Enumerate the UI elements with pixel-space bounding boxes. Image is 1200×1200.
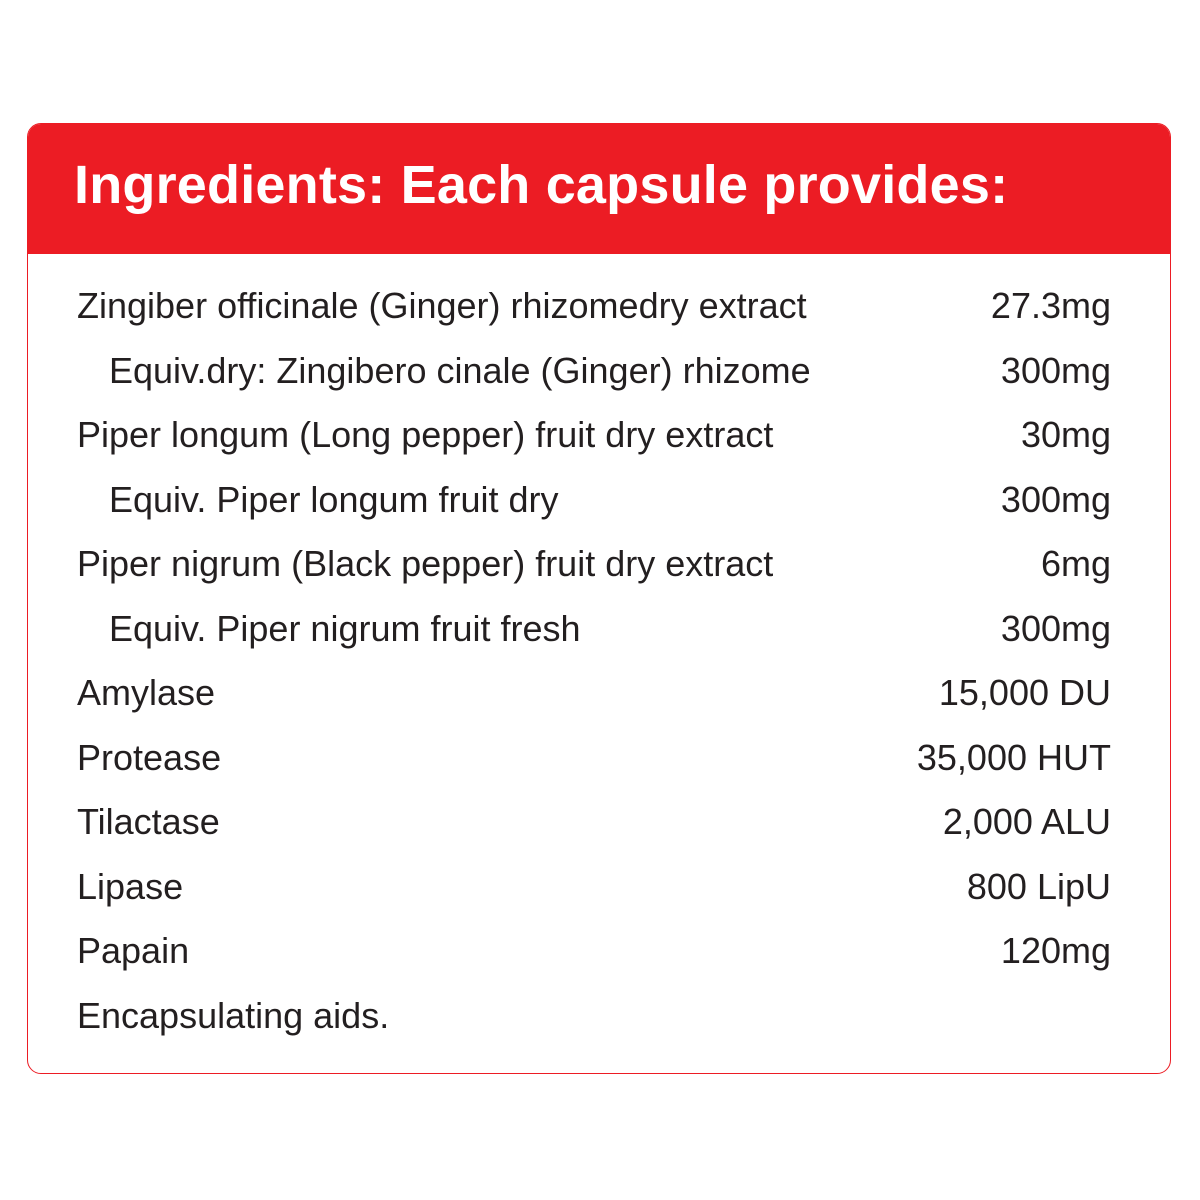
panel-title: Ingredients: Each capsule provides: [74, 155, 1009, 215]
ingredient-name: Amylase [77, 672, 216, 714]
ingredient-amount: 30mg [1020, 414, 1111, 456]
ingredient-row [28, 274, 1170, 339]
ingredient-row [28, 468, 1170, 533]
ingredient-amount: 35,000 HUT [916, 736, 1111, 778]
ingredient-name: Equiv. Piper longum fruit dry [109, 478, 559, 520]
ingredient-name: Lipase [77, 865, 184, 907]
ingredient-row [28, 790, 1170, 855]
ingredient-name: Encapsulating aids. [77, 994, 390, 1036]
ingredient-name: Protease [77, 736, 222, 778]
ingredient-amount: 300mg [1000, 349, 1111, 391]
ingredient-row [28, 726, 1170, 791]
ingredient-name: Equiv.dry: Zingibero cinale (Ginger) rhizome [109, 349, 811, 391]
ingredients-panel [27, 123, 1171, 1074]
ingredient-row [28, 532, 1170, 597]
ingredient-amount: 6mg [1040, 543, 1111, 585]
ingredient-row [28, 661, 1170, 726]
ingredient-row [28, 403, 1170, 468]
ingredient-amount: 15,000 DU [938, 672, 1111, 714]
ingredient-amount: 800 LipU [966, 865, 1111, 907]
ingredient-row [28, 339, 1170, 404]
ingredient-row [28, 919, 1170, 984]
ingredient-name: Piper longum (Long pepper) fruit dry extract [77, 414, 774, 456]
ingredient-row [28, 984, 1170, 1049]
ingredient-name: Papain [77, 930, 190, 972]
ingredient-name: Tilactase [77, 801, 220, 843]
ingredient-row [28, 597, 1170, 662]
ingredient-amount: 27.3mg [990, 285, 1111, 327]
ingredient-row [28, 855, 1170, 920]
ingredient-amount: 300mg [1000, 478, 1111, 520]
ingredient-name: Zingiber officinale (Ginger) rhizomedry extract [77, 285, 807, 327]
ingredient-name: Equiv. Piper nigrum fruit fresh [109, 607, 581, 649]
ingredient-name: Piper nigrum (Black pepper) fruit dry extract [77, 543, 774, 585]
ingredients-list [28, 254, 1170, 1048]
ingredient-amount: 120mg [1000, 930, 1111, 972]
panel-header [28, 124, 1170, 254]
ingredient-amount: 300mg [1000, 607, 1111, 649]
ingredient-amount: 2,000 ALU [942, 801, 1111, 843]
